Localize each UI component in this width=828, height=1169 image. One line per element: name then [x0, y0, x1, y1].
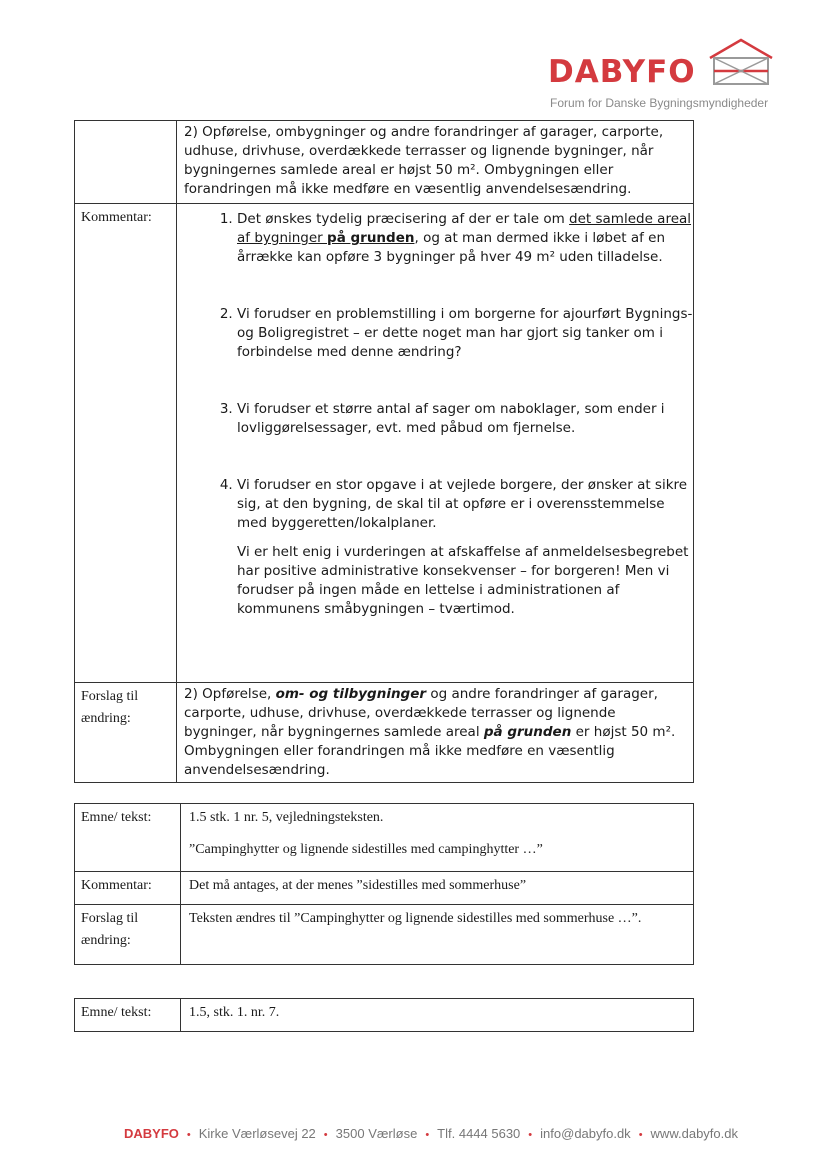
list-item: 2. Vi forudser en problemstilling i om borgerne for ajourført Bygnings- og Boligregistret – er dette noget man har gjort sig tanker om i forbindelse med denne ændring? — [237, 305, 693, 362]
table-row — [75, 204, 694, 683]
topic-text: 1.5, stk. 1. nr. 7. — [181, 999, 694, 1032]
footer-city: 3500 Værløse — [335, 1126, 418, 1141]
footer-website[interactable]: www.dabyfo.dk — [650, 1126, 738, 1141]
list-item: 3. Vi forudser et større antal af sager om naboklager, som ender i lovliggørelsessager, evt. med påbud om fjernelse. — [237, 400, 693, 438]
table-row — [75, 121, 694, 204]
table-row — [75, 872, 694, 905]
topic-quote: ”Campinghytter og lignende sidestilles med campinghytter …” — [189, 842, 543, 857]
table-row — [75, 999, 694, 1032]
comment-cell — [177, 204, 694, 683]
proposal-label: Forslag til ændring: — [75, 905, 181, 965]
proposal-label: Forslag til ændring: — [75, 683, 177, 783]
comment-list — [177, 210, 693, 619]
comment-table-1 — [74, 120, 694, 783]
proposal-text: Teksten ændres til ”Campinghytter og lignende sidestilles med sommerhuse …”. — [181, 905, 694, 965]
regulation-text: 2) Opførelse, ombygninger og andre forandringer af garager, carporte, udhuse, drivhuse, overdækkede terrasser og lignende bygninger, når bygningernes samlede areal er højst 50 m². Ombygningen eller forandringen må ikke medføre en væsentlig anvendelsesændring. — [177, 121, 694, 204]
comment-table-3 — [74, 998, 694, 1032]
footer-phone: Tlf. 4444 5630 — [437, 1126, 521, 1141]
logo-wordmark: DABYFO — [548, 54, 696, 90]
footer-email[interactable]: info@dabyfo.dk — [540, 1126, 631, 1141]
footer-brand: DABYFO — [124, 1126, 179, 1141]
topic-label: Emne/ tekst: — [75, 804, 181, 872]
footer-address: Kirke Værløsevej 22 — [198, 1126, 316, 1141]
comment-table-2 — [74, 803, 694, 965]
comment-4-text: 4. Vi forudser en stor opgave i at vejlede borgere, der ønsker at sikre sig, at den bygning, de skal til at opføre er i overensstemmelse med byggeretten/lokalplaner. — [237, 477, 688, 531]
empty-label-cell — [75, 121, 177, 204]
topic-label: Emne/ tekst: — [75, 999, 181, 1032]
comment-label: Kommentar: — [75, 872, 181, 905]
proposal-text: 2) Opførelse, om- og tilbygninger og andre forandringer af garager, carporte, udhuse, drivhuse, overdækkede terrasser og lignende bygninger, når bygningernes samlede areal på grunden er højst 50 m². Ombygningen eller forandringen må ikke medføre en væsentlig anvendelsesændring. — [177, 683, 694, 783]
topic-cell — [181, 804, 694, 872]
list-item: 1. Det ønskes tydelig præcisering af der er tale om det samlede areal af bygninger på grunden, og at man dermed ikke i løbet af en årrække kan opføre 3 bygninger på hver 49 m² uden tilladelse. — [237, 210, 693, 267]
comment-label: Kommentar: — [75, 204, 177, 683]
table-row — [75, 804, 694, 872]
page-footer: DABYFO • Kirke Værløsevej 22 • 3500 Værløse • Tlf. 4444 5630 • info@dabyfo.dk • www.dabyfo.dk — [124, 1126, 738, 1141]
list-item — [237, 476, 693, 619]
comment-text: Det må antages, at der menes ”sidestilles med sommerhuse” — [181, 872, 694, 905]
dabyfo-logo — [548, 38, 788, 118]
comment-4-followup: Vi er helt enig i vurderingen at afskaffelse af anmeldelsesbegrebet har positive administrative konsekvenser – for borgeren! Men vi forudser på ingen måde en lettelse i administrationen af kommunens småbygningen – tværtimod. — [237, 544, 689, 617]
table-row — [75, 683, 694, 783]
logo-tagline: Forum for Danske Bygningsmyndigheder — [550, 96, 769, 110]
table-row — [75, 905, 694, 965]
topic-reference: 1.5 stk. 1 nr. 5, vejledningsteksten. — [189, 810, 384, 825]
house-icon — [706, 38, 776, 86]
